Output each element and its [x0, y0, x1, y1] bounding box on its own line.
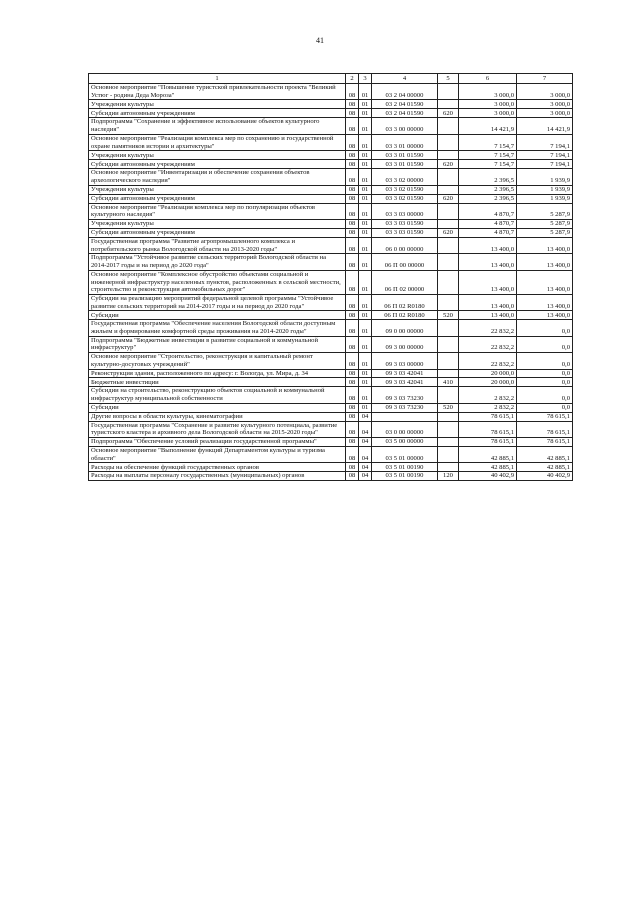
row-amount-year-1: 78 615,1	[459, 438, 517, 447]
row-expense-type	[438, 100, 459, 109]
row-name: Государственная программа "Сохранение и развитие культурного потенциала, развитие туристского кластера и архивного дела Вологодской области на 2015-2020 годы"	[89, 421, 346, 437]
row-amount-year-2: 42 885,1	[517, 446, 573, 462]
row-amount-year-2: 13 400,0	[517, 254, 573, 270]
row-target-code: 06 П 02 R0180	[372, 311, 438, 320]
row-section: 08	[346, 438, 359, 447]
row-target-code: 03 2 04 01590	[372, 100, 438, 109]
row-expense-type: 620	[438, 109, 459, 118]
row-amount-year-1: 7 154,7	[459, 134, 517, 150]
row-section: 08	[346, 84, 359, 100]
row-amount-year-2: 13 400,0	[517, 238, 573, 254]
row-name: Основное мероприятие "Реализация комплекса мер по популяризации объектов культурного наследия"	[89, 203, 346, 219]
table-row	[89, 353, 573, 369]
row-amount-year-2: 0,0	[517, 353, 573, 369]
row-target-code: 03 0 00 00000	[372, 421, 438, 437]
row-section: 08	[346, 412, 359, 421]
row-section: 08	[346, 421, 359, 437]
row-amount-year-2: 13 400,0	[517, 294, 573, 310]
row-subsection: 01	[359, 403, 372, 412]
row-subsection: 04	[359, 472, 372, 481]
row-amount-year-1: 13 400,0	[459, 270, 517, 294]
row-section: 08	[346, 463, 359, 472]
row-section: 08	[346, 472, 359, 481]
row-target-code: 09 3 03 73230	[372, 387, 438, 403]
row-amount-year-1: 2 396,5	[459, 194, 517, 203]
row-section: 08	[346, 109, 359, 118]
row-name: Основное мероприятие "Реализация комплекса мер по сохранению и государственной охране памятников истории и архитектуры"	[89, 134, 346, 150]
row-target-code: 03 5 01 00000	[372, 446, 438, 462]
row-name: Основное мероприятие "Повышение туристской привлекательности проекта "Великий Устюг - родина Деда Мороза"	[89, 84, 346, 100]
row-target-code: 09 3 03 00000	[372, 353, 438, 369]
row-subsection: 01	[359, 387, 372, 403]
row-subsection: 01	[359, 238, 372, 254]
row-section: 08	[346, 134, 359, 150]
header-col-2: 2	[346, 74, 359, 84]
header-col-6: 6	[459, 74, 517, 84]
row-amount-year-1: 2 396,5	[459, 185, 517, 194]
table-row	[89, 472, 573, 481]
row-name: Субсидии автономным учреждениям	[89, 229, 346, 238]
table-row	[89, 169, 573, 185]
table-row	[89, 118, 573, 134]
row-expense-type	[438, 134, 459, 150]
row-subsection: 01	[359, 254, 372, 270]
row-expense-type	[438, 270, 459, 294]
row-amount-year-1: 13 400,0	[459, 254, 517, 270]
row-expense-type	[438, 463, 459, 472]
row-amount-year-2: 78 615,1	[517, 438, 573, 447]
table-row	[89, 438, 573, 447]
row-amount-year-1: 22 832,2	[459, 336, 517, 352]
row-subsection: 01	[359, 369, 372, 378]
row-section: 08	[346, 446, 359, 462]
row-subsection: 04	[359, 446, 372, 462]
row-expense-type	[438, 438, 459, 447]
row-amount-year-1: 7 154,7	[459, 160, 517, 169]
row-target-code: 03 3 02 01590	[372, 185, 438, 194]
row-name: Учреждения культуры	[89, 185, 346, 194]
row-expense-type	[438, 118, 459, 134]
row-target-code: 09 3 00 00000	[372, 336, 438, 352]
row-amount-year-1: 4 870,7	[459, 229, 517, 238]
table-row	[89, 229, 573, 238]
row-amount-year-1: 13 400,0	[459, 311, 517, 320]
table-row	[89, 160, 573, 169]
row-expense-type: 410	[438, 378, 459, 387]
row-name: Основное мероприятие "Инвентаризация и обеспечение сохранения объектов археологического наследия"	[89, 169, 346, 185]
row-name: Субсидии	[89, 311, 346, 320]
row-target-code: 06 П 02 R0180	[372, 294, 438, 310]
row-amount-year-1: 4 870,7	[459, 203, 517, 219]
row-amount-year-2: 1 939,9	[517, 185, 573, 194]
row-amount-year-1: 78 615,1	[459, 412, 517, 421]
row-amount-year-1: 20 000,0	[459, 378, 517, 387]
table-row	[89, 238, 573, 254]
row-section: 08	[346, 118, 359, 134]
row-subsection: 01	[359, 169, 372, 185]
table-row	[89, 109, 573, 118]
table-row	[89, 446, 573, 462]
row-amount-year-2: 7 194,1	[517, 160, 573, 169]
table-row	[89, 151, 573, 160]
row-expense-type: 620	[438, 160, 459, 169]
row-target-code: 03 3 00 00000	[372, 118, 438, 134]
row-section: 08	[346, 220, 359, 229]
row-target-code: 03 5 01 00190	[372, 472, 438, 481]
row-amount-year-1: 3 000,0	[459, 100, 517, 109]
row-amount-year-2: 3 000,0	[517, 84, 573, 100]
row-subsection: 01	[359, 336, 372, 352]
row-expense-type	[438, 294, 459, 310]
row-target-code: 03 2 04 01590	[372, 109, 438, 118]
row-amount-year-2: 3 000,0	[517, 100, 573, 109]
row-name: Основное мероприятие "Строительство, реконструкция и капитальный ремонт культурно-досуговых учреждений"	[89, 353, 346, 369]
row-section: 08	[346, 169, 359, 185]
row-amount-year-1: 4 870,7	[459, 220, 517, 229]
row-subsection: 01	[359, 118, 372, 134]
header-col-1: 1	[89, 74, 346, 84]
row-subsection: 01	[359, 203, 372, 219]
row-subsection: 01	[359, 185, 372, 194]
row-section: 08	[346, 270, 359, 294]
row-target-code: 03 3 02 01590	[372, 194, 438, 203]
row-name: Бюджетные инвестиции	[89, 378, 346, 387]
row-section: 08	[346, 185, 359, 194]
row-name: Подпрограмма "Бюджетные инвестиции в развитие социальной и коммунальной инфраструктур"	[89, 336, 346, 352]
row-target-code: 06 П 02 00000	[372, 270, 438, 294]
row-amount-year-2: 0,0	[517, 320, 573, 336]
row-subsection: 01	[359, 84, 372, 100]
row-amount-year-1: 40 402,9	[459, 472, 517, 481]
row-amount-year-2: 7 194,1	[517, 134, 573, 150]
row-target-code: 03 3 02 00000	[372, 169, 438, 185]
row-amount-year-1: 7 154,7	[459, 151, 517, 160]
row-section: 08	[346, 403, 359, 412]
row-subsection: 01	[359, 109, 372, 118]
row-target-code: 09 3 03 73230	[372, 403, 438, 412]
row-target-code: 03 5 00 00000	[372, 438, 438, 447]
row-target-code: 03 3 01 01590	[372, 151, 438, 160]
row-target-code	[372, 412, 438, 421]
row-expense-type	[438, 220, 459, 229]
row-section: 08	[346, 203, 359, 219]
row-name: Субсидии	[89, 403, 346, 412]
table-row	[89, 270, 573, 294]
table-row	[89, 412, 573, 421]
row-amount-year-2: 3 000,0	[517, 109, 573, 118]
row-amount-year-1: 14 421,9	[459, 118, 517, 134]
row-amount-year-2: 0,0	[517, 369, 573, 378]
row-target-code: 03 3 03 01590	[372, 229, 438, 238]
table-row	[89, 311, 573, 320]
row-expense-type	[438, 336, 459, 352]
row-amount-year-2: 13 400,0	[517, 270, 573, 294]
table-row	[89, 203, 573, 219]
row-section: 08	[346, 194, 359, 203]
row-expense-type	[438, 203, 459, 219]
row-amount-year-2: 14 421,9	[517, 118, 573, 134]
row-subsection: 04	[359, 438, 372, 447]
row-section: 08	[346, 229, 359, 238]
row-subsection: 01	[359, 270, 372, 294]
row-amount-year-2: 78 615,1	[517, 412, 573, 421]
row-amount-year-2: 0,0	[517, 336, 573, 352]
row-subsection: 01	[359, 353, 372, 369]
row-expense-type	[438, 169, 459, 185]
row-subsection: 01	[359, 220, 372, 229]
row-amount-year-2: 5 287,9	[517, 203, 573, 219]
row-subsection: 01	[359, 151, 372, 160]
row-amount-year-1: 2 396,5	[459, 169, 517, 185]
row-expense-type	[438, 238, 459, 254]
row-name: Основное мероприятие "Выполнение функций Департаментом культуры и туризма области"	[89, 446, 346, 462]
table-row	[89, 294, 573, 310]
row-section: 08	[346, 151, 359, 160]
row-amount-year-1: 22 832,2	[459, 320, 517, 336]
row-subsection: 01	[359, 378, 372, 387]
table-row	[89, 194, 573, 203]
row-amount-year-1: 42 885,1	[459, 446, 517, 462]
header-col-7: 7	[517, 74, 573, 84]
row-name: Реконструкция здания, расположенного по адресу: г. Вологда, ул. Мира, д. 34	[89, 369, 346, 378]
table-row	[89, 100, 573, 109]
row-target-code: 06 П 00 00000	[372, 254, 438, 270]
row-subsection: 01	[359, 194, 372, 203]
row-expense-type	[438, 84, 459, 100]
row-amount-year-2: 42 885,1	[517, 463, 573, 472]
row-target-code: 03 3 03 00000	[372, 203, 438, 219]
row-name: Учреждения культуры	[89, 220, 346, 229]
row-amount-year-2: 1 939,9	[517, 169, 573, 185]
row-subsection: 01	[359, 100, 372, 109]
row-section: 08	[346, 353, 359, 369]
table-row	[89, 421, 573, 437]
row-subsection: 01	[359, 294, 372, 310]
row-amount-year-1: 78 615,1	[459, 421, 517, 437]
row-section: 08	[346, 254, 359, 270]
row-expense-type	[438, 412, 459, 421]
row-name: Государственная программа "Развитие агропромышленного комплекса и потребительского рынка Вологодской области на 2013-2020 годы"	[89, 238, 346, 254]
row-expense-type	[438, 446, 459, 462]
row-amount-year-2: 5 287,9	[517, 229, 573, 238]
row-amount-year-2: 40 402,9	[517, 472, 573, 481]
table-row	[89, 403, 573, 412]
row-subsection: 04	[359, 421, 372, 437]
table-row	[89, 336, 573, 352]
row-section: 08	[346, 311, 359, 320]
row-amount-year-1: 3 000,0	[459, 84, 517, 100]
row-expense-type	[438, 369, 459, 378]
budget-table	[88, 73, 573, 481]
row-expense-type	[438, 353, 459, 369]
row-name: Субсидии на строительство, реконструкцию объектов социальной и коммунальной инфраструктур муниципальной собственности	[89, 387, 346, 403]
row-amount-year-1: 13 400,0	[459, 294, 517, 310]
table-row	[89, 378, 573, 387]
row-target-code: 06 0 00 00000	[372, 238, 438, 254]
row-name: Субсидии на реализацию мероприятий федеральной целевой программы "Устойчивое развитие сельских территорий на 2014-2017 годы и на период до 2020 года"	[89, 294, 346, 310]
header-col-5: 5	[438, 74, 459, 84]
row-amount-year-2: 13 400,0	[517, 311, 573, 320]
table-row	[89, 463, 573, 472]
row-expense-type: 620	[438, 194, 459, 203]
row-amount-year-1: 22 832,2	[459, 353, 517, 369]
row-expense-type	[438, 185, 459, 194]
row-section: 08	[346, 238, 359, 254]
row-name: Субсидии автономным учреждениям	[89, 194, 346, 203]
row-expense-type: 120	[438, 472, 459, 481]
row-section: 08	[346, 294, 359, 310]
row-amount-year-1: 13 400,0	[459, 238, 517, 254]
row-section: 08	[346, 100, 359, 109]
row-target-code: 03 3 01 00000	[372, 134, 438, 150]
row-target-code: 03 5 01 00190	[372, 463, 438, 472]
table-row	[89, 320, 573, 336]
row-name: Субсидии автономным учреждениям	[89, 160, 346, 169]
row-name: Подпрограмма "Сохранение и эффективное использование объектов культурного наследия"	[89, 118, 346, 134]
row-name: Расходы на выплаты персоналу государственных (муниципальных) органов	[89, 472, 346, 481]
row-subsection: 01	[359, 320, 372, 336]
row-expense-type: 520	[438, 311, 459, 320]
row-section: 08	[346, 378, 359, 387]
header-col-3: 3	[359, 74, 372, 84]
row-amount-year-1: 20 000,0	[459, 369, 517, 378]
row-name: Подпрограмма "Устойчивое развитие сельских территорий Вологодской области на 2014-2017 годы и на период до 2020 года"	[89, 254, 346, 270]
row-target-code: 03 2 04 00000	[372, 84, 438, 100]
table-row	[89, 387, 573, 403]
row-subsection: 01	[359, 311, 372, 320]
row-target-code: 09 3 03 42041	[372, 378, 438, 387]
page-number: 41	[316, 36, 324, 45]
row-target-code: 03 3 01 01590	[372, 160, 438, 169]
row-name: Государственная программа "Обеспечение населения Вологодской области доступным жильем и формирование комфортной среды проживания на 2014-2020 годы"	[89, 320, 346, 336]
row-amount-year-2: 0,0	[517, 403, 573, 412]
row-name: Основное мероприятие "Комплексное обустройство объектами социальной и инженерной инфраструктур населенных пунктов, расположенных в сельской местности, строительство и реконструкция автомобильных дорог"	[89, 270, 346, 294]
row-expense-type: 620	[438, 229, 459, 238]
table-row	[89, 369, 573, 378]
table-row	[89, 84, 573, 100]
row-amount-year-1: 3 000,0	[459, 109, 517, 118]
row-amount-year-1: 2 832,2	[459, 403, 517, 412]
row-amount-year-2: 0,0	[517, 378, 573, 387]
row-target-code: 09 3 03 42041	[372, 369, 438, 378]
row-name: Другие вопросы в области культуры, кинематографии	[89, 412, 346, 421]
row-section: 08	[346, 160, 359, 169]
row-amount-year-2: 5 287,9	[517, 220, 573, 229]
row-name: Учреждения культуры	[89, 151, 346, 160]
row-subsection: 04	[359, 412, 372, 421]
row-amount-year-2: 78 615,1	[517, 421, 573, 437]
table-header-row	[89, 74, 573, 84]
row-section: 08	[346, 387, 359, 403]
row-subsection: 01	[359, 160, 372, 169]
row-expense-type	[438, 151, 459, 160]
table-row	[89, 254, 573, 270]
row-subsection: 01	[359, 229, 372, 238]
row-name: Подпрограмма "Обеспечение условий реализации государственной программы"	[89, 438, 346, 447]
row-target-code: 09 0 00 00000	[372, 320, 438, 336]
row-name: Субсидии автономным учреждениям	[89, 109, 346, 118]
table-row	[89, 134, 573, 150]
row-amount-year-2: 0,0	[517, 387, 573, 403]
row-section: 08	[346, 369, 359, 378]
row-section: 08	[346, 320, 359, 336]
row-subsection: 01	[359, 134, 372, 150]
row-amount-year-1: 42 885,1	[459, 463, 517, 472]
row-section: 08	[346, 336, 359, 352]
table-row	[89, 220, 573, 229]
row-expense-type	[438, 254, 459, 270]
header-col-4: 4	[372, 74, 438, 84]
row-expense-type: 520	[438, 403, 459, 412]
row-amount-year-2: 7 194,1	[517, 151, 573, 160]
row-expense-type	[438, 421, 459, 437]
row-target-code: 03 3 03 01590	[372, 220, 438, 229]
row-expense-type	[438, 320, 459, 336]
row-name: Расходы на обеспечение функций государственных органов	[89, 463, 346, 472]
row-name: Учреждения культуры	[89, 100, 346, 109]
row-amount-year-1: 2 832,2	[459, 387, 517, 403]
row-expense-type	[438, 387, 459, 403]
row-subsection: 04	[359, 463, 372, 472]
row-amount-year-2: 1 939,9	[517, 194, 573, 203]
table-row	[89, 185, 573, 194]
